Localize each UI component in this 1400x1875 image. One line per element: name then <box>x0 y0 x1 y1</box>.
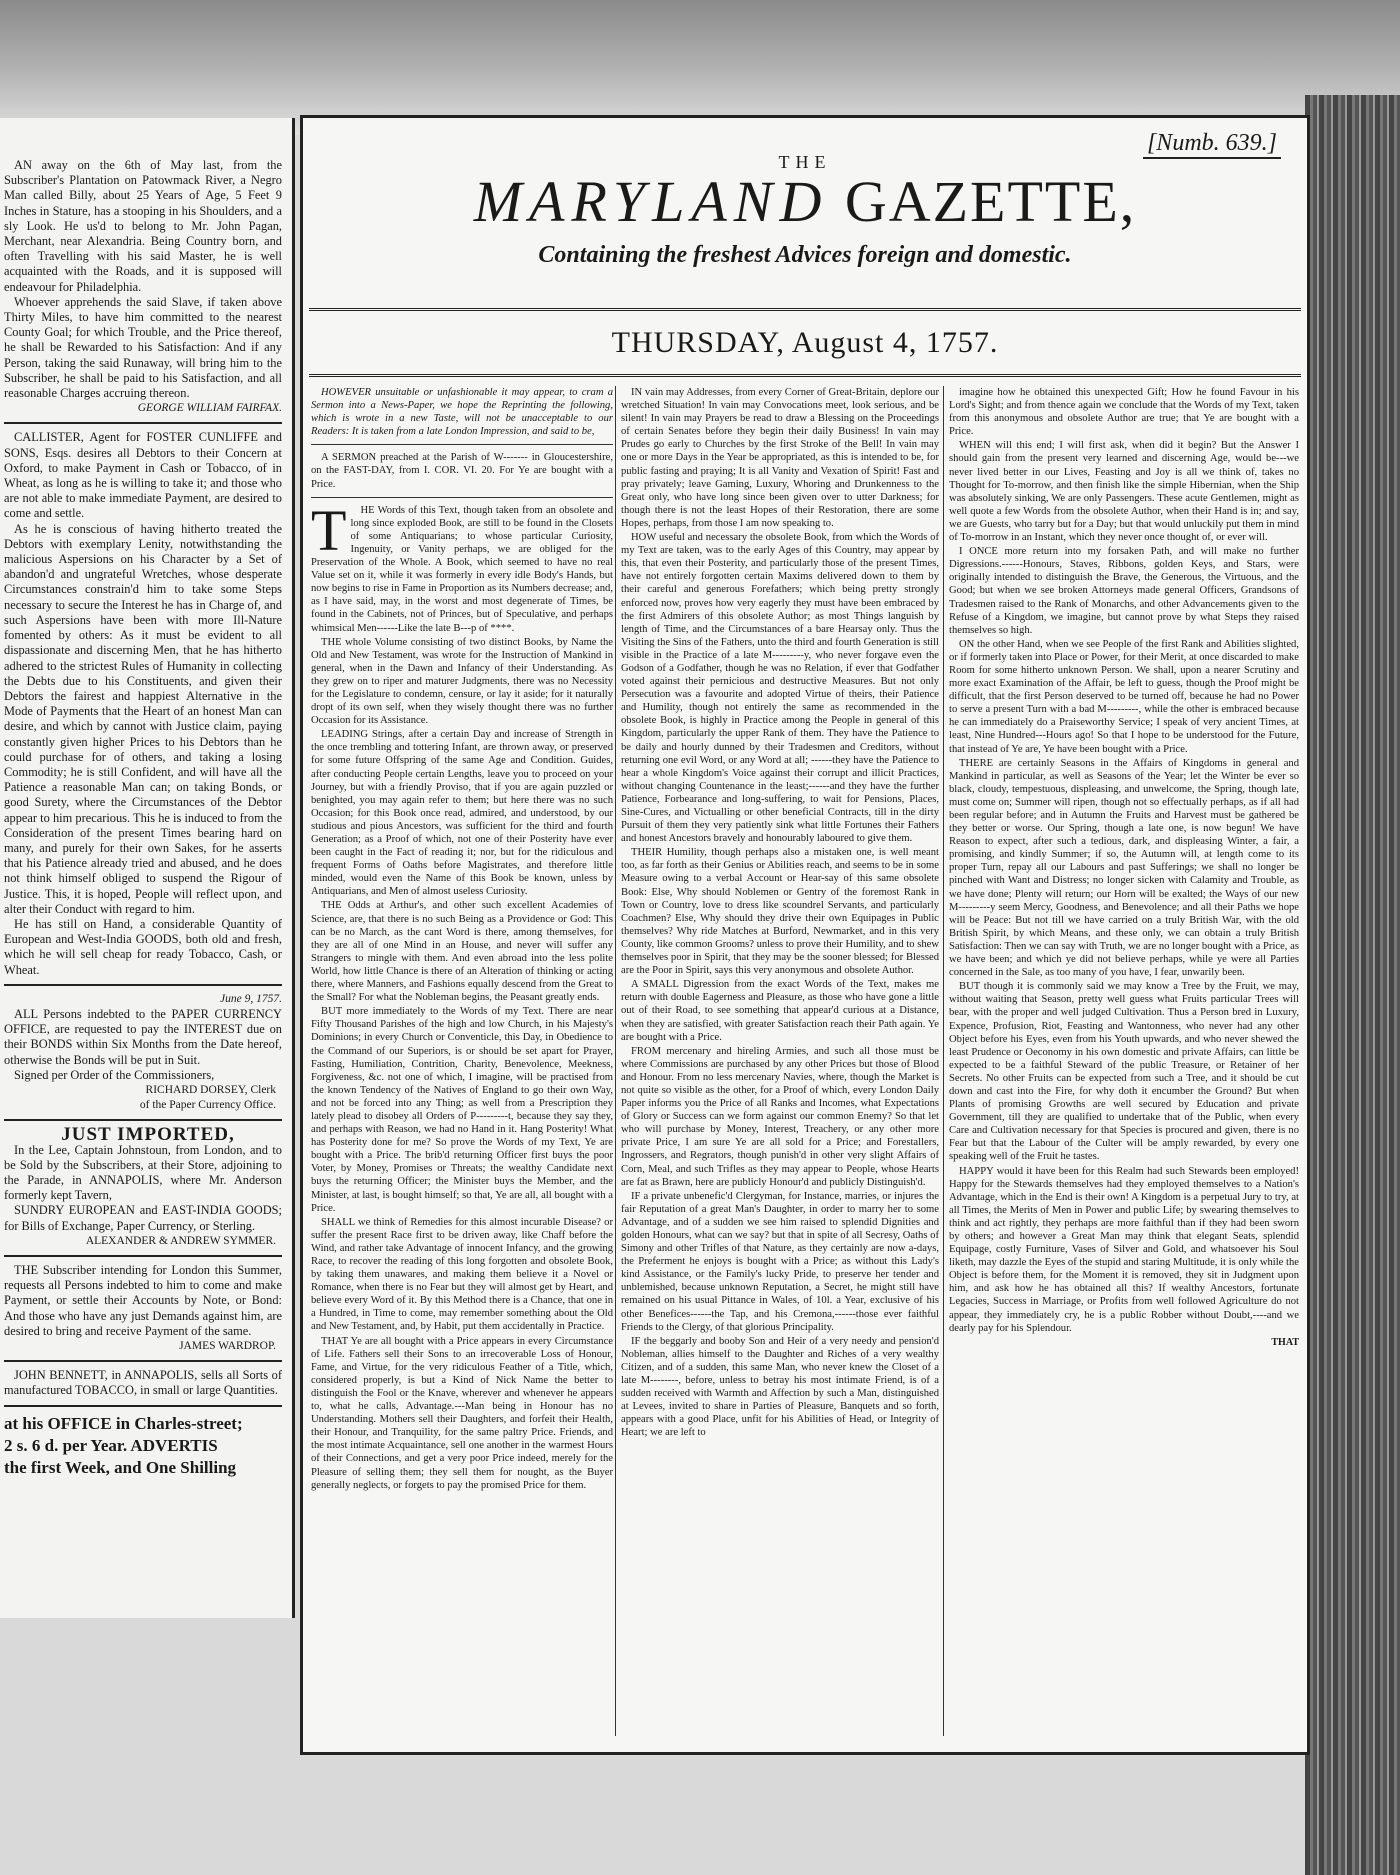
article-paragraph: IF a private unbenefic'd Clergyman, for Instance, marries, or injures the fair Reputation of a great Man's Daughter, in order to marry her to some Advantage, and of a sudden we see him raised to splendid Dignities and golden Honours, what can we say? but that in spite of all Secresy, Oaths of Simony and other Trifles of that Nature, as they certainly are now a-days, the Preferment he enjoys is bought with a Price; as without this Lady's kind Assistance, or the Family's lucky Pride, to preserve her tender and unblemished, because unknown Reputation, a Secret, he might still have remained on his usual Pittance in Wales, of 10l. a Year, exclusive of his other Benefices------the Tap, and his Cremona,------those ever faithful Friends to the Clergy, of that glorious Principality. <box>621 1190 939 1333</box>
masthead-title-gazette: GAZETTE, <box>844 169 1137 234</box>
article-paragraph: ON the other Hand, when we see People of the first Rank and Abilities slighted, or if formerly taken into Place or Power, for their Merit, at once discarded to make Room for some hitherto unknown Person. We shall, upon a nearer Scrutiny and more exact Examination of the Affair, be left to guess, though the Proof might be difficult, that the first Person deserved to be turned off, because he had no Power to serve a present Turn with a bad M---------, while the other is embraced because he can immediately do a Praiseworthy Service; I speak of very ancient Times, at least, Nine Hundred---Hours ago! So that I hope to be understood for the Future, that instead of Ye are, Ye have been bought with a Price. <box>949 638 1299 755</box>
article-paragraph: A SMALL Digression from the exact Words of the Text, makes me return with double Eagerness and Pleasure, as those who have gone a little out of their Road, to see something that appear'd curious at a Distance, when they are satisfied, with greater Satisfaction reach their Path again. Ye are bought with a Price. <box>621 979 939 1043</box>
divider <box>311 497 613 498</box>
left-page-column <box>0 118 292 1479</box>
masthead-title <box>303 168 1307 235</box>
book-spine <box>1305 95 1400 1875</box>
article-paragraph: SHALL we think of Remedies for this almost incurable Disease? or suffer the present Race first to be driven away, like Chaff before the Wind, and rather take Advantage of innocent Infancy, and the growing Race, to recover the reading of this long forgotten and obsolete Book, by taking them unawares, and making them believe it a Novel or Romance, when there is no Fear but they will almost get by Heart, and believe every Word of it. By this Method there is a Chance, that one in a Hundred, in Time to come, may remember something about the Old and New Testament, and, by Habit, put them accidentally in Practice. <box>311 1216 613 1333</box>
column-3 <box>949 386 1299 1736</box>
advertisement-wardrop <box>4 1263 282 1354</box>
ad-text: CALLISTER, Agent for FOSTER CUNLIFFE and SONS, Esqs. desires all Debtors to their Concern at Oxford, to make Payment in Cash or Tobacco, of in Wheat, as long as he is willing to take it; and those who are not able to make immediate Payment, are desired to come and settle. <box>4 430 282 521</box>
masthead-subtitle: Containing the freshest Advices foreign and domestic. <box>538 242 1072 268</box>
column-rule <box>943 386 944 1736</box>
article-paragraph: THAT Ye are all bought with a Price appears in every Circumstance of Life. Fathers sell their Sons to an irrecoverable Loss of Honour, Fame, and Virtue, for the very ridiculous Feather of a Title, which, considered properly, is but a Kind of Nick Name the better to distinguish the Fool or the Knave, wherever and whenever he appears to, what he calls, Advantage.---Man being in Honour has no Understanding. Mothers sell their Daughters, and forfeit their Health, their Honour, and Tranquility, for the same paltry Price. Friends, and the most intimate Acquaintance, sell one another in the warmest Hours of their Connections, and get a very poor Price indeed, merely for the Pleasure of selling them; they sell them for nought, as the Buyer generally neglects, or forgets to pay the promised Price for them. <box>311 1335 613 1491</box>
article-paragraph: IN vain may Addresses, from every Corner of Great-Britain, deplore our wretched Situation! In vain may Convocations meet, look serious, and be silent! In vain may Prayers be read to draw a Blessing on the Proceedings of certain Senates before they begin their daily Business! In vain may Prudes go early to Churches by the first Stroke of the Bell! In vain may one or more Days in the Year be appropriated, as this is intended to be, for public fasting and praying; It is all Vanity and Vexation of Spirit! Fast and pray privately; leave Gaming, Luxury, Whoring and Drunkenness to the Great only, who have long since been given over to utter Darkness; for though there is not the least Hopes of their Restoration, there are some Hopes, perhaps, from those I am now speaking to. <box>621 387 939 529</box>
advertisement-runaway <box>4 158 282 416</box>
ad-signature: RICHARD DORSEY, Clerk <box>145 1083 276 1096</box>
article-paragraph: LEADING Strings, after a certain Day and increase of Strength in the once trembling and tottering Infant, are thrown away, or preserved for some future Offspring of the same Age and Condition. Guides, after conducting People certain Lengths, leave you to proceed on your Journey, but with a friendly Proviso, that if you are again puzzled or benighted, you may again refer to them; but here there was no such Occasion; for this Book once read, admired, and understood, by our studious and pious Ancestors, was sufficient for the third and fourth Generation; as a Proof of which, not one of their Posterity have ever been caught in the Fact of reading it; nor, but for the ridiculous and frequent Forms of Oaths before Magistrates, and therefore little minded, would even the Name of this Book be known, unless by Antiquarians, and Men of almost useless Curiosity. <box>311 729 613 898</box>
editor-intro: HOWEVER unsuitable or unfashionable it may appear, to cram a Sermon into a News-Paper, we hope the Reprinting the following, which is wrote in a new Taste, will not be unacceptable to our Readers: It is taken from a late London Impression, and said to be, <box>311 387 613 438</box>
catchword: THAT <box>1271 1336 1299 1348</box>
masthead-rule <box>309 308 1301 311</box>
issue-date: THURSDAY, August 4, 1757. <box>611 326 999 359</box>
column-2 <box>621 386 939 1736</box>
divider <box>4 1405 282 1407</box>
ad-text: Whoever apprehends the said Slave, if taken above Thirty Miles, to have him committed to the nearest County Goal; for which Trouble, and the Price thereof, he shall be Rewarded to his Satisfaction: And if any Person, taking the said Runaway, will bring him to the Subscriber, he shall be paid to his Satisfaction, and all reasonable Charges accruing thereon. <box>4 294 282 401</box>
imprint-line: the first Week, and One Shilling <box>4 1457 237 1477</box>
ad-signature: ALEXANDER & ANDREW SYMMER. <box>85 1234 276 1247</box>
ad-text: As he is conscious of having hitherto treated the Debtors with exemplary Lenity, notwithstanding the malicious Aspersions on his Character by a Set of abandon'd and ungrateful Wretches, whose desperate Circumstances constrain'd him to take some Steps necessary to secure the Interest he has in Charge of, and such Aspersions have been with more Ill-Nature fomented by others: As it must be evident to all dispassionate and discerning Men, that he has hitherto adhered to the strictest Rules of Humanity in collecting the Debts due to his Constituents, and given their Debtors the fairest and happiest Alternative in the Mode of Payments that the Heart of an honest Man can desire, and which by cannot with Justice claim, paying constantly given higher Prices to his Debtors than he could purchase for of others, and taking a losing Commodity; he is still Confident, and will have all the Patience a reasonable Man can; on taking Bonds, or good Surety, where the Circumstances of the Debtor appear to him precarious. This he is induced to from the Consideration of the present Times bearing hard on many, and purely for their own Sakes, for he asserts that his Patience already tried and abused, and he does not think himself obliged to suspend the Rigour of Justice. This, it is hoped, People will reflect upon, and alter their Conduct with regard to him. <box>4 521 282 916</box>
ad-text: THE Subscriber intending for London this Summer, requests all Persons indebted to him to come and make Payment, or settle their Accounts by Note, or Bond: And those who have any just Demands against him, are desired to bring and receive Payment of the same. <box>4 1263 282 1338</box>
ad-text: AN away on the 6th of May last, from the Subscriber's Plantation on Patowmack River, a Negro Man called Billy, about 25 Years of Age, 5 Feet 9 Inches in Stature, has a stooping in his Shoulders, and a sly Look. He us'd to belong to Mr. John Pagan, Merchant, near Alexandria. Being Country born, and often Travelling with his said Master, he is well acquainted with the Roads, and it is supposed will endeavour for Philadelphia. <box>4 158 282 294</box>
article-paragraph: WHEN will this end; I will first ask, when did it begin? But the Answer I should gain from the present very learned and discerning Age, would be---we never lived better in our Lives, Feasting and Joy is all we think of, takes no Thought for To-morrow, and then finish like the simple Hibernian, when the Ship was absolutely sinking, We are only Passengers. These acute Gentlemen, might as well quote a few Words from the obsolete Author, when their Hand is in; and say, we are Guests, who tarry but for a Day; but that would unluckily put them in mind of To-morrow in an Instant, which they never once thought of, or ever will. <box>949 440 1299 544</box>
article-paragraph: THE whole Volume consisting of two distinct Books, by Name the Old and New Testament, was wrote for the Instruction of Mankind in general, when in the Dawn and Infancy of their Understanding. As they grew on to riper and maturer Judgments, there was no Necessity for the Legislature to condemn, censure, or lay it aside; for it naturally dropt of its own self, when they wisely thought there was no further Occasion for its Assistance. <box>311 636 613 727</box>
column-1 <box>311 386 613 1736</box>
masthead-rule <box>309 374 1301 377</box>
article-paragraph: BUT though it is commonly said we may know a Tree by the Fruit, we may, without waiting that Season, pretty well guess what Fruits particular Trees will bear, with the proper and well judged Cultivation. Thus a Person bred in Luxury, Expence, Profusion, Riot, Feasting and Wantonness, who never had any other Object before his Eyes, even from his Youth upwards, and who never shewed the least Prudence or Oeconomy in his own domestic and private Affairs, can little be expected to be a faithful Steward of the public Treasure, or Retainer of her Secrets. No other Fruits can be expected from such a Tree, and it should be cut down and cast into the Fire, for why doth it encumber the Ground? But when Plants of promising Growths are well secured by Education and private Government, till they are qualified to undertake that of the Public, when every Care and Cultivation necessary for that Species is procured and given, there is no Fear but that the Labour of the Culter will be amply rewarded, by every one speaking well of the Fruit he tastes. <box>949 981 1299 1163</box>
imprint-line: at his OFFICE in Charles-street; <box>4 1413 243 1433</box>
ad-text: ALL Persons indebted to the PAPER CURRENCY OFFICE, are requested to pay the INTEREST due on their BONDS within Six Months from the Date hereof, otherwise the Bonds will be put in Suit. <box>4 1006 282 1067</box>
article-paragraph: BUT more immediately to the Words of my Text. There are near Fifty Thousand Parishes of the high and low Church, in his Majesty's Dominions; in every Church or Conventicle, this Day, in Obedience to the Command of our Superiors, is or should be set apart for Prayer, Fasting, Humiliation, Contrition, Charity, Benevolence, Meekness, Forgiveness, &c. not one of which, I imagine, will be practised from the known Tendency of the Natives of England to go their own Way, and not be forced into any Thing; as well from a Prescription they lately plead to disobey all Orders of P---------t, because they say they, and perhaps with Reason, we had no Hand in it. Hang Posterity! What has Posterity done for me? So prove the Words of my Text, Ye are bought with a Price. The brib'd returning Officer first buys the poor Voter, by Money, Promises or Threats; the wealthy Candidate next buys the returning Officer; the Minister buys the Member, and the Minister, at last, is bought himself; so that, Ye are all, all bought with a Price. <box>311 1006 613 1214</box>
imprint-lines <box>4 1413 282 1479</box>
divider <box>4 1255 282 1257</box>
ad-text: Signed per Order of the Commissioners, <box>14 1067 215 1082</box>
ad-text: SUNDRY EUROPEAN and EAST-INDIA GOODS; for Bills of Exchange, Paper Currency, or Sterling. <box>4 1203 282 1233</box>
ad-date: June 9, 1757. <box>220 992 282 1005</box>
advertisement-just-imported <box>4 1124 282 1249</box>
divider <box>311 444 613 445</box>
article-paragraph: THEIR Humility, though perhaps also a mistaken one, is well meant too, as far forth as their Genius or Abilities reach, and seems to be in some Measure owing to a verbal Account or Hear-say of this same obsolete Book: Else, Why should Noblemen or Gentry of the foremost Rank in Town or Country, love to dress like scoundrel Servants, and particularly Coachmen? Else, Why should they drive their own Equipages in Public themselves? Why ride Matches at Burford, Newmarket, and in this very County, like common Grooms? unless to prove their Humility, and to shew themselves poor in Spirit, that they may be the sooner blessed; for Blessed are the Poor in Spirit, says this very anonymous and obsolete Author. <box>621 847 939 977</box>
advertisement-bennett <box>4 1368 282 1398</box>
masthead-the: THE <box>778 152 832 172</box>
column-rule <box>615 386 616 1736</box>
article-paragraph: THERE are certainly Seasons in the Affairs of Kingdoms in general and Mankind in particular, as well as Seasons of the Year; let the Winter be ever so black, cloudy, tempestuous, displeasing, and unwelcome, the Spring, though late, must come on; Summer will ripen, though not so effectually perhaps, as if all had been regular before; and in Autumn the Fruits and Harvest must be gathered be they better or worse. Our Spring, though a late one, is now begun! We have Reason to expect, after such a tedious, dark, and displeasing Winter, a fair, a promising, and kindly Summer; if so, the Autumn will, at length come to its proper Turn, repay all our Labours and past Sufferings; we shall no longer be pinched with Want and Distress; no longer sicken with Calamity and Trouble, as we have done; Plenty will return; our Horn will be exalted; the Ways of our new M---------y seem Mercy, Goodness, and Benevolence; and all their Paths we hope will be Peace: But not till we have carried on a truly British War, with the old British Spirit, by which Means, and these only, we can obtain a truly British Satisfaction: Then we can say with Truth, we are no longer bought with a Price, as we have been; and which ye did not believe perhaps, while ye were all Parties concerned in the Sale, as too many of you have, I fear, unwarily been. <box>949 757 1299 979</box>
ad-signature: JAMES WARDROP. <box>179 1340 276 1353</box>
article-paragraph: THE Odds at Arthur's, and other such excellent Academies of Science, are, that there is no such Being as a Providence or God: This can be no March, as the cant Word is there, among themselves, for they are all of one Mind in an House, and never will suffer any Strangers to mingle with them. And even abroad into the less polite World, how little Chance is there of an Alteration of thinking or acting there, where Manners, and Fashions equally descend from the Great to the Small? For what the Nobleman begins, the Peasant greatly ends. <box>311 900 613 1004</box>
divider <box>4 422 282 424</box>
first-paragraph <box>311 497 613 635</box>
left-page <box>0 118 295 1618</box>
article-paragraph: IF the beggarly and booby Son and Heir of a very needy and pension'd Nobleman, allies himself to the Daughter and Riches of a very wealthy Citizen, and of a sudden, this same Man, who never knew the Closet of a late M--------, before, unless to betray his most intimate Friend, is of a sudden received with Warmth and Affection by such a Man, distinguished at Levees, invited to share in Parties of Pleasure, Banquets and so forth, appears with a good Place, unfit for his Abilities of Head, or Integrity of Heart; we are left to <box>621 1335 939 1439</box>
article-paragraph: HE Words of this Text, though taken from an obsolete and long since exploded Book, are still to be found in the Closets of some Antiquarians; to whose particular Curiosity, Ingenuity, or Vanity perhaps, we are obliged for the Preservation of the Whole. A Book, which seemed to have no real Value set on it, while it was formerly in every idle Body's Hands, but now begins to rise in Fame in Proportion as its Numbers decrease; and, as I have said, may, in the worst and most degenerate of Times, be found in the Cabinets, not of Princes, but of Speculative, and perhaps whimsical Men------Like the late B---p of ****. <box>311 504 613 634</box>
ad-signature: GEORGE WILLIAM FAIRFAX. <box>137 402 282 415</box>
article-paragraph: FROM mercenary and hireling Armies, and such all those must be where Commissions are purchased by any other Prices but those of Blood and Honour. From no less mercenary Navies, where, though the Market is not quite so visible as the other, for a Proof of which, every London Daily Paper informs you the Price of all Ranks and Incomes, what Expectations of Glory or Success can we form against our common Enemy? So that let who will purchase by Money, Interest, Treachery, or any other more private Price, I am sure Ye are all sold for a Price; and Forestallers, Ingrossers, and Regrators, though punish'd in other very slight Affairs of Corn, Meal, and such Trifles as they may appear to People, whose Hearts are fat as Brawn, here are publicly Honour'd and publicly Distinguish'd. <box>621 1045 939 1188</box>
article-paragraph: I ONCE more return into my forsaken Path, and will make no further Digressions.------Honours, Staves, Ribbons, golden Keys, and Stars, were originally intended to distinguish the Brave, the Generous, the Virtuous, and the Good; but when we see broken Attorneys made general Officers, Grandsons of Tradesmen raised to the Rank of Monarchs, and other Advancements given to the Refuse of a Kingdom, we imagine, but cannot prove by what Steps they raised themselves so high. <box>949 546 1299 636</box>
article-paragraph: HOW useful and necessary the obsolete Book, from which the Words of my Text are taken, was to the early Ages of this Country, may appear by this, that even their Posterity, and particularly those of the present Times, have not entirely forgotten certain Maxims delivered down to them by their careful and generous Forefathers; which being pretty strongly enforced now, proves how very eagerly they must have been embraced by the first Admirers of this obsolete Author; as most Things languish by length of Time, and the Circumstances of a bare Hearsay only. Thus the Visiting the Sins of the Fathers, unto the third and fourth Generation is still visible in the Practice of a late M---------y, who never forgave even the Godson of a Godfather, though he was no Relation, if ever that Godfather voted against their pernicious and destructive Measures. But not only Persecution was a favourite and adopted Virtue of theirs, their Patience and Humility, though not entirely the same as recommended in the obsolete Book, is highly in Practice among the People in general of this Kingdom, particularly the upper Rank of them. They have the Patience to be daily and hourly dunned by their Tradesmen and Creditors, without returning one evil Word, or any Word at all; ------they have the Patience to hear a whole Kingdom's Voice against their corrupt and illicit Practices, without changing Countenance in the least;------and they have the further Patience, Forbearance and long-suffering, to wait for Pensions, Places, Sine-Cures, and Victualling or other beneficial Contracts, till in the dirty Pursuit of them they very patiently sink what little Fortunes their Fathers and honest Ancestors bravely and honourably laboured to give them. <box>621 532 939 845</box>
drop-cap: T <box>311 497 347 563</box>
imprint-line: 2 s. 6 d. per Year. ADVERTIS <box>4 1435 218 1455</box>
article-paragraph: imagine how he obtained this unexpected Gift; How he found Favour in his Lord's Sight; and from thence again we conclude that the Words of my Text, taken from this anonymous and obsolete Author are true; that Ye are bought with a Price. <box>949 387 1299 438</box>
advertisement-callister <box>4 430 282 977</box>
ad-signature: of the Paper Currency Office. <box>139 1099 276 1112</box>
ad-text: He has still on Hand, a considerable Quantity of European and West-India GOODS, both old and fresh, which he will sell cheap for ready Tobacco, Cash, or Wheat. <box>4 916 282 977</box>
article-paragraph: HAPPY would it have been for this Realm had such Stewards been employed! Happy for the Stewards themselves had they employed themselves to a Nation's Advantage, which in the End is their own! A Kingdom is a perpetual Jury to try, at all Times, the Merits of Men in Power and public Life; by swearing themselves to think and act rightly, they perhaps are more faithful than if they had been sworn by others; and however a Great Man may think that elegant Seats, splendid Equipage, costly Furniture, Vases of Silver and Gold, and whatsoever his Soul liketh, may dazzle the Eyes of the stupid and staring Multitude, it is only while the Object is before them, for the Moment it is removed, they sit in Judgment upon him, and ask how he has obtained all this? If wealthy Ancestors, fortunate Legacies, Success in Marriage, or Profits from well followed Agriculture do not appear, they immediately cry, he is a public Robber without Doubt,----and we dearly pay for his Splendour. <box>949 1165 1299 1334</box>
advertisement-paper-currency <box>4 992 282 1114</box>
main-page <box>300 115 1310 1755</box>
masthead-title-maryland: MARYLAND <box>473 169 829 234</box>
ad-text: JOHN BENNETT, in ANNAPOLIS, sells all Sorts of manufactured TOBACCO, in small or large Quantities. <box>4 1368 282 1398</box>
sermon-title: A SERMON preached at the Parish of W------- in Gloucestershire, on the FAST-DAY, from I. COR. VI. 20. For Ye are bought with a Price. <box>311 452 613 490</box>
ad-heading: JUST IMPORTED, <box>61 1124 235 1146</box>
ad-text: In the Lee, Captain Johnstoun, from London, and to be Sold by the Subscribers, at their Store, adjoining to the Parade, in ANNAPOLIS, where Mr. Anderson formerly kept Tavern, <box>4 1142 282 1203</box>
divider <box>4 1360 282 1362</box>
divider <box>4 1119 282 1121</box>
issue-number: [Numb. 639.] <box>1143 130 1281 159</box>
divider <box>4 984 282 986</box>
